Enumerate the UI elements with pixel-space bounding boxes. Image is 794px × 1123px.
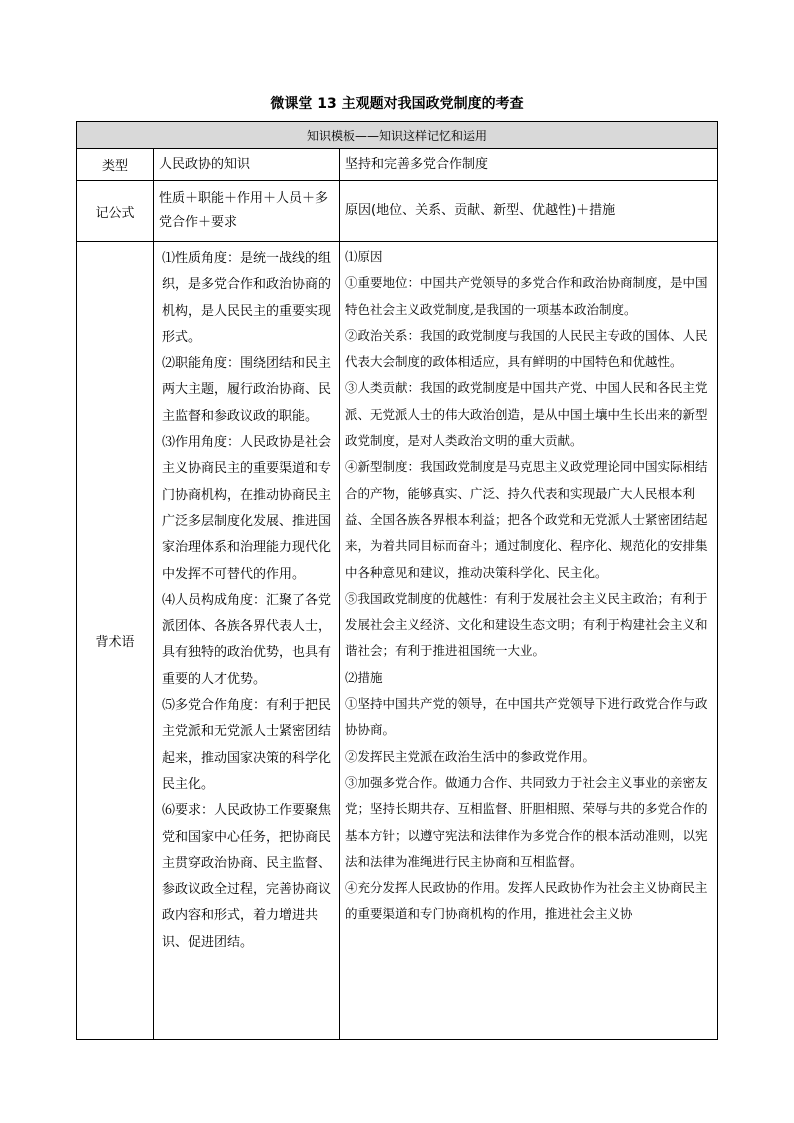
page-title: 微课堂 13 主观题对我国政党制度的考查 <box>270 96 524 112</box>
col2-item: ①坚持中国共产党的领导，在中国共产党领导下进行政党合作与政协协商。 <box>345 696 708 738</box>
recite-label: 背术语 <box>77 242 154 1040</box>
col2-item: ②政治关系：我国的政党制度与我国的人民民主专政的国体、人民代表大会制度的政体相适应，具有鲜明的中国特色和优越性。 <box>345 327 708 370</box>
knowledge-table <box>76 121 718 1040</box>
col2-heading: ⑴原因 <box>345 249 383 264</box>
col2-item: ②发挥民主党派在政治生活中的参政党作用。 <box>345 748 596 764</box>
type-col2: 坚持和完善多党合作制度 <box>340 149 718 181</box>
recite-col2 <box>340 242 718 1040</box>
recite-col1 <box>154 242 340 1040</box>
type-col1: 人民政协的知识 <box>154 149 340 181</box>
col1-item: ⑷人员构成角度：汇聚了各党派团体、各族各界代表人士，具有独特的政治优势，也具有重要的人才优势。 <box>162 592 332 687</box>
col2-item: ③加强多党合作。做通力合作、共同致力于社会主义事业的亲密友党；坚持长期共存、互相监督、肝胆相照、荣辱与共的多党合作的基本方针；以遵守宪法和法律作为多党合作的根本活动准则，以宪法和法律为准绳进行民主协商和互相监督。 <box>345 774 708 869</box>
formula-label: 记公式 <box>77 181 154 242</box>
col2-item: ⑤我国政党制度的优越性：有利于发展社会主义民主政治；有利于发展社会主义经济、文化和建设生态文明；有利于构建社会主义和谐社会；有利于推进祖国统一大业。 <box>345 590 708 659</box>
col2-heading: ⑵措施 <box>345 669 383 685</box>
table-banner: 知识模板——知识这样记忆和运用 <box>77 122 718 149</box>
col2-item: ④新型制度：我国政党制度是马克思主义政党理论同中国实际相结合的产物，能够真实、广泛、持久代表和实现最广大人民根本利益、全国各族各界根本利益；把各个政党和无党派人士紧密团结起来，为着共同目标而奋斗；通过制度化、程序化、规范化的安排集中各种意见和建议，推动决策科学化、民主化。 <box>345 459 708 580</box>
col1-item: ⑴性质角度：是统一战线的组织，是多党合作和政治协商的机构，是人民民主的重要实现形式。 <box>162 251 332 345</box>
col1-item: ⑹要求：人民政协工作要聚焦党和国家中心任务，把协商民主贯穿政治协商、民主监督、参政议政全过程，完善协商议政内容和形式，着力增进共识、促进团结。 <box>162 803 332 950</box>
col2-item: ④充分发挥人民政协的作用。发挥人民政协作为社会主义协商民主的重要渠道和专门协商机构的作用，推进社会主义协 <box>345 880 708 922</box>
col2-item: ③人类贡献：我国的政党制度是中国共产党、中国人民和各民主党派、无党派人士的伟大政治创造，是从中国土壤中生长出来的新型政党制度，是对人类政治文明的重大贡献。 <box>345 380 708 449</box>
col2-item: ①重要地位：中国共产党领导的多党合作和政治协商制度，是中国特色社会主义政党制度,是我国的一项基本政治制度。 <box>345 275 708 317</box>
formula-col1: 性质＋职能＋作用＋人员＋多党合作＋要求 <box>154 181 340 242</box>
type-label: 类型 <box>77 149 154 181</box>
col1-item: ⑶作用角度：人民政协是社会主义协商民主的重要渠道和专门协商机构，在推动协商民主广泛多层制度化发展、推进国家治理体系和治理能力现代化中发挥不可替代的作用。 <box>162 435 332 582</box>
col1-item: ⑵职能角度：围绕团结和民主两大主题，履行政治协商、民主监督和参政议政的职能。 <box>162 356 332 424</box>
formula-col2: 原因(地位、关系、贡献、新型、优越性)＋措施 <box>340 181 718 242</box>
col1-item: ⑸多党合作角度：有利于把民主党派和无党派人士紧密团结起来，推动国家决策的科学化民主化。 <box>162 698 332 792</box>
